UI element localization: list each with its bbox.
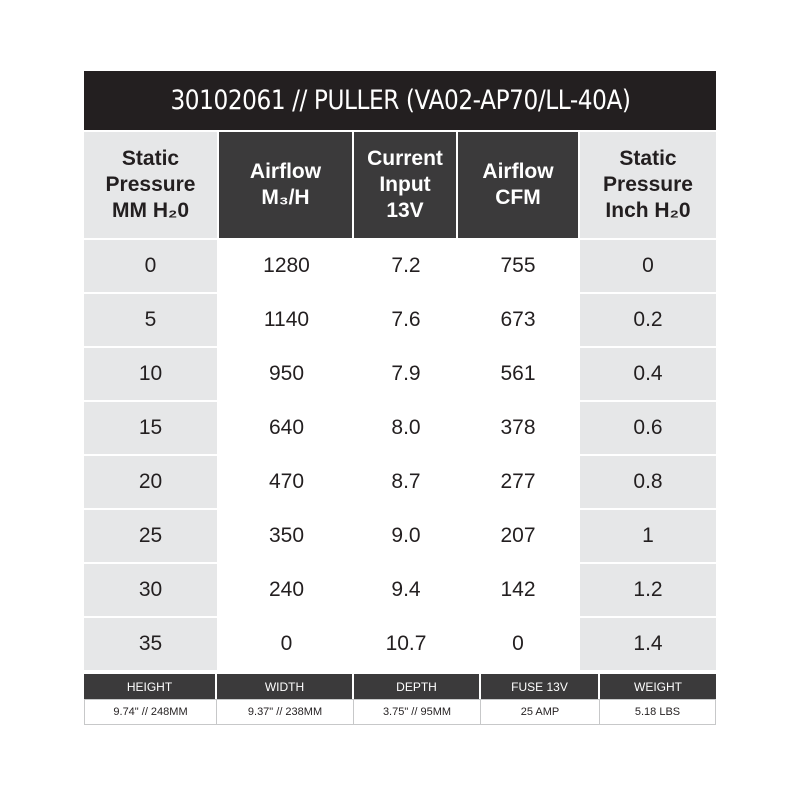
cell-static-pressure-inch: 0.2	[580, 292, 716, 346]
spec-header-height: HEIGHT	[84, 674, 217, 699]
cell-static-pressure-mm: 20	[84, 454, 217, 508]
cell-static-pressure-mm: 25	[84, 508, 217, 562]
cell-airflow-m3h: 950	[217, 346, 354, 400]
spec-value-depth: 3.75" // 95MM	[354, 699, 481, 725]
table-row	[84, 454, 716, 508]
header-airflow-m3h: Airflow M₃/H	[217, 130, 354, 238]
cell-current-input: 8.7	[354, 454, 458, 508]
table-row	[84, 238, 716, 292]
dimensions-header-row	[84, 674, 716, 699]
cell-airflow-m3h: 350	[217, 508, 354, 562]
table-row	[84, 508, 716, 562]
table-row	[84, 292, 716, 346]
cell-static-pressure-inch: 0	[580, 238, 716, 292]
header-static-pressure-mm: Static Pressure MM H₂0	[84, 130, 217, 238]
spec-header-depth: DEPTH	[354, 674, 481, 699]
table-row	[84, 346, 716, 400]
cell-airflow-cfm: 755	[458, 238, 580, 292]
cell-airflow-cfm: 207	[458, 508, 580, 562]
header-static-pressure-inch: Static Pressure Inch H₂0	[580, 130, 716, 238]
cell-static-pressure-inch: 0.6	[580, 400, 716, 454]
cell-static-pressure-mm: 30	[84, 562, 217, 616]
cell-static-pressure-mm: 35	[84, 616, 217, 670]
cell-airflow-m3h: 0	[217, 616, 354, 670]
cell-current-input: 7.6	[354, 292, 458, 346]
table-row	[84, 562, 716, 616]
spec-value-height: 9.74" // 248MM	[84, 699, 217, 725]
table-row	[84, 616, 716, 670]
cell-static-pressure-mm: 0	[84, 238, 217, 292]
cell-static-pressure-mm: 10	[84, 346, 217, 400]
cell-airflow-cfm: 142	[458, 562, 580, 616]
spec-header-fuse: FUSE 13V	[481, 674, 600, 699]
spec-header-width: WIDTH	[217, 674, 354, 699]
cell-static-pressure-inch: 1	[580, 508, 716, 562]
header-airflow-cfm: Airflow CFM	[458, 130, 580, 238]
cell-airflow-cfm: 277	[458, 454, 580, 508]
spec-value-fuse: 25 AMP	[481, 699, 600, 725]
spec-header-weight: WEIGHT	[600, 674, 716, 699]
cell-static-pressure-inch: 0.8	[580, 454, 716, 508]
cell-current-input: 7.9	[354, 346, 458, 400]
header-current-input: Current Input 13V	[354, 130, 458, 238]
cell-airflow-cfm: 378	[458, 400, 580, 454]
dimensions-table	[84, 674, 716, 725]
cell-static-pressure-inch: 0.4	[580, 346, 716, 400]
cell-static-pressure-mm: 5	[84, 292, 217, 346]
cell-current-input: 9.4	[354, 562, 458, 616]
cell-airflow-cfm: 561	[458, 346, 580, 400]
cell-airflow-m3h: 1280	[217, 238, 354, 292]
dimensions-value-row	[84, 699, 716, 725]
spec-value-width: 9.37" // 238MM	[217, 699, 354, 725]
spec-value-weight: 5.18 LBS	[600, 699, 716, 725]
cell-current-input: 10.7	[354, 616, 458, 670]
cell-airflow-m3h: 240	[217, 562, 354, 616]
cell-current-input: 7.2	[354, 238, 458, 292]
cell-airflow-m3h: 1140	[217, 292, 354, 346]
airflow-table	[84, 130, 716, 670]
cell-static-pressure-inch: 1.4	[580, 616, 716, 670]
cell-airflow-m3h: 470	[217, 454, 354, 508]
header-row	[84, 130, 716, 238]
cell-current-input: 8.0	[354, 400, 458, 454]
cell-static-pressure-mm: 15	[84, 400, 217, 454]
cell-current-input: 9.0	[354, 508, 458, 562]
cell-airflow-cfm: 0	[458, 616, 580, 670]
cell-airflow-cfm: 673	[458, 292, 580, 346]
cell-airflow-m3h: 640	[217, 400, 354, 454]
table-title: 30102061 // PULLER (VA02-AP70/LL-40A)	[84, 71, 716, 130]
table-row	[84, 400, 716, 454]
spec-sheet	[84, 71, 716, 725]
cell-static-pressure-inch: 1.2	[580, 562, 716, 616]
